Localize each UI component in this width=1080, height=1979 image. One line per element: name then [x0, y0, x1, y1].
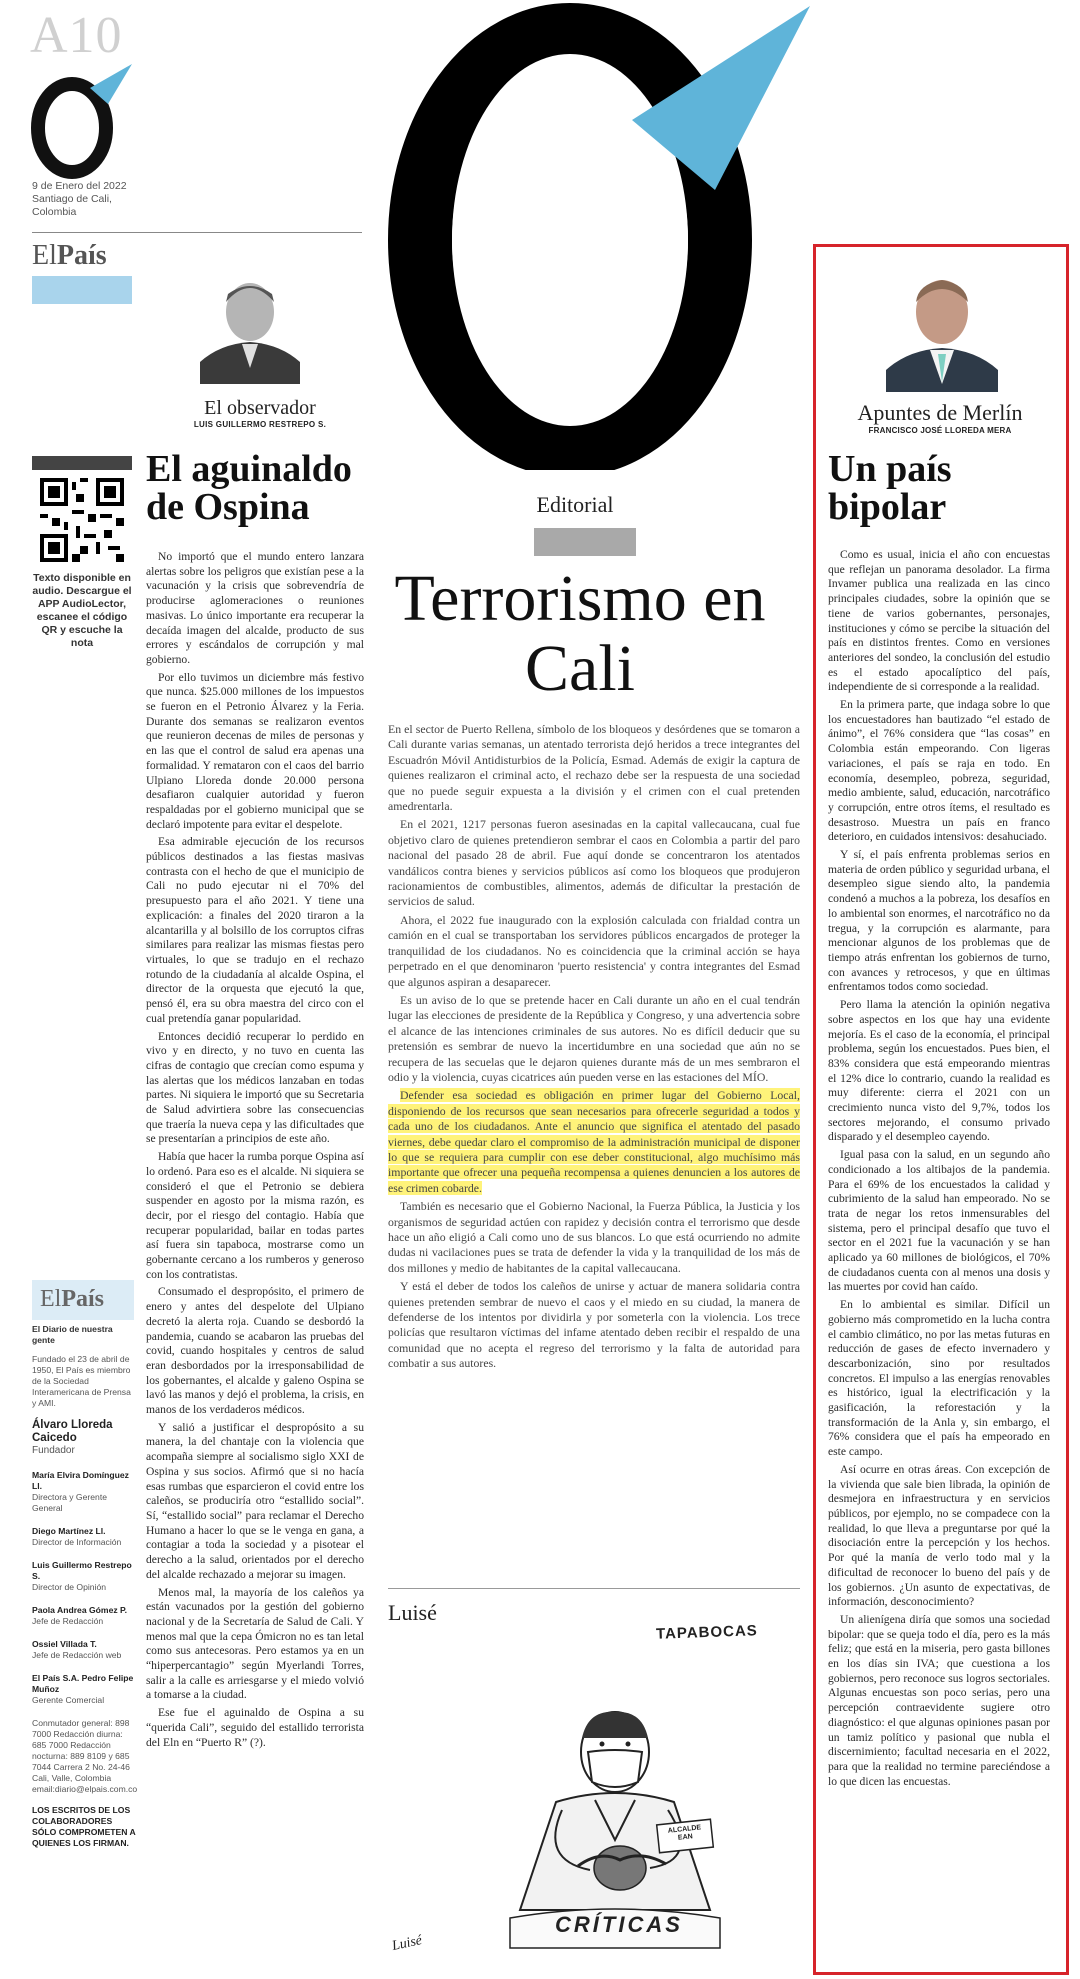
staff-logo-pais: País	[61, 1286, 104, 1312]
page-number: A10	[30, 7, 123, 64]
o-accent-logo-large	[370, 0, 820, 470]
elpais-logo-pais: País	[56, 240, 107, 271]
paragraph: Y salió a justificar el despropósito a su manera, la del chantaje con la violencia que acompaña siempre al socialismo siglo XXI de Ospina y sus socios. Afirmó que si no hacía esas rumbas que esparcieron el covid entre los caleños, se produciría otro “estallido social”. Sí, “estallido social” para reclamar el Derecho Humano a hacer lo que se le venga en gana, a contagiar a toda la sociedad y a pisotear el derecho a la salud, orientados por el derecho del alcalde rechazado a mejorar su imagen.	[146, 1420, 364, 1581]
paragraph: Así ocurre en otras áreas. Con excepción de la vivienda que sale bien librada, la opinión de desmejora en infraestructura y en servicios públicos, por ejemplo, no se compadece con la realidad, lo que lleva a preguntarse por qué la disociación entre la percepción y los hechos. Por qué la manía de verlo todo mal y la dificultad de reconocer lo bueno del país y de los gobiernos. ¿Un asunto de expectativas, de información, desconocimiento?	[828, 1462, 1050, 1609]
headline-terrorismo: Terrorismo en Cali	[394, 562, 766, 705]
contact-info: Conmutador general: 898 7000 Redacción diurna: 685 7000 Redacción nocturna: 889 8109 y 685 7044 Carrera 2 No. 24-46 Cali, Valle, Colombia email:diario@elpais.com.co	[32, 1718, 138, 1794]
staff-name: Paola Andrea Gómez P.	[32, 1605, 128, 1615]
staff-logo-el: El	[40, 1286, 62, 1312]
paragraph: Un alienígena diría que somos una sociedad bipolar: que se queja todo el día, pero es la más feliz; que está en la miseria, pero gasta billones en los días sin IVA; que cuestiona a los gobiernos, pero reconoce sus logros sectoriales. Algunas encuestas son poco serias, pero una percepción contraevidente sugiere otro diagnóstico: el que algunas opiniones pasan por un tamiz político y pasional que nubla el discernimiento; facultad necesaria en el 2022, para que la realidad no termine pareciéndose a lo que dicen las encuestas.	[828, 1612, 1050, 1788]
founder-role: Fundador	[32, 1445, 75, 1456]
paragraph: También es necesario que el Gobierno Nacional, la Fuerza Pública, la Justicia y los organismos de seguridad actúen con rapidez y decisión contra el terrorismo que desde hace un año eligió a Cali como uno de sus blancos. Lo que está ocurriendo no admite dudas ni vacilaciones pues se trata de defender la vida y la tranquilidad de los más de dos millones y medio de habitantes de la capital vallecaucana.	[388, 1199, 800, 1275]
author-name-restrepo: LUIS GUILLERMO RESTREPO S.	[193, 420, 327, 429]
paragraph: Ahora, el 2022 fue inaugurado con la explosión calculada con frialdad contra un camión en el cual se transportaban los servidores públicos encargados de proteger la tranquilidad de los ciudadanos. No es coincidencia que la criminal acción se haya perpetrado en el que denominaron 'puerto resistencia' y contra integrantes del Esmad que algunos aspiran a desaparecer.	[388, 912, 800, 989]
staff-logo	[40, 1286, 104, 1313]
o-accent-logo-small	[28, 60, 138, 180]
disclaimer: LOS ESCRITOS DE LOS COLABORADORES SÓLO COMPROMETEN A QUIENES LOS FIRMAN.	[32, 1805, 136, 1848]
staff-name: El País S.A. Pedro Felipe Muñoz	[32, 1673, 134, 1694]
elpais-logo-el: El	[32, 240, 57, 271]
article-body-aguinaldo	[146, 550, 364, 1965]
staff-name: Luis Guillermo Restrepo S.	[32, 1560, 132, 1581]
paragraph: Igual pasa con la salud, en un segundo año condicionado a los altibajos de la pandemia. Para el 69% de los encuestados la calidad y cubrimiento de la salud han empeorado. No se trata de negar los retos inmensurables del sistema, pero el principal desafío que tuvo el sector en el 2021 fue la vacunación y se han aplicado ya 60 millones de biológicos, el 70% de ciudadanos cuenta con al menos una dosis y las muertes por covid han caído.	[828, 1148, 1050, 1294]
qr-code-icon[interactable]	[40, 478, 124, 562]
staff-role: Jefe de Redacción web	[32, 1650, 122, 1660]
highlight: Defender esa sociedad es obligación en primer lugar del Gobierno Local, disponiendo de los recursos que sean necesarios para ofrecerle seguridad a todos y cada uno de los ciudadanos. Ante el anuncio que significa el atentado del pasado viernes, debe quedar claro el compromiso de la administración municipal de disponer lo que se requiera para cumplir con ese deber constitucional, algo muchísimo más importante que ofrecer una pequeña recompensa a quienes denuncien a los autores de ese crimen cobarde.	[388, 1088, 800, 1195]
cartoon-bottom-label: CRÍTICAS	[555, 1912, 683, 1937]
paragraph: En la primera parte, que indaga sobre lo que los encuestadores han bautizado “el estado de ánimo”, el 76% considera que “las cosas” en Colombia están empeorando. Con ligeras variaciones, el país se raja en todo. En economía, desempleo, pobreza, seguridad, medio ambiente, salud, educación, narcotráfico y corrupción, entre otros ítems, el resultado es desastroso. Muestra un país en franco deterioro, en cuidados intensivos: desahuciado.	[828, 698, 1050, 844]
cartoon-sign-label: ALCALDE EAN	[667, 1824, 702, 1842]
paragraph: En lo ambiental es similar. Difícil un gobierno más comprometido en la lucha contra el cambio climático, no por las metas futuras en reducción de gases de efecto invernadero y descarbonización, sino por resultados concretos. El impulso a las energías renovables es histórico, igual la electrificación y la gasificación, la reforestación y la transformación de la Anla y, sin embargo, el 76% considera que el país ha empeorado en este campo.	[828, 1298, 1050, 1459]
cartoon-drawing	[470, 1690, 760, 1950]
paragraph: Como es usual, inicia el año con encuestas que reflejan un panorama desolador. La firma Invamer publica una realizada en las cinco principales ciudades, sobre la opinión que se tiene de varios gobernantes, personajes, instituciones y cómo se percibe la situación del país en distintos frentes. Como en versiones anteriores del sondeo, la conclusión del estudio es el estado apocalíptico del país, independiente de si corresponde a la realidad.	[828, 548, 1050, 694]
section-name-apuntes: Apuntes de Merlín	[857, 400, 1023, 425]
cartoon-title: TAPABOCAS	[655, 1622, 759, 1643]
staff-name: Diego Martínez Ll.	[32, 1526, 106, 1536]
staff-details	[32, 1324, 136, 1849]
cartoon-signature: Luisé	[390, 1933, 424, 1955]
staff-role: Director de Opinión	[32, 1582, 107, 1592]
paragraph: Menos mal, la mayoría de los caleños ya están vacunados por la gestión del gobierno nacional y de la Secretaría de Salud de Cali. Y menos mal que la cepa Ómicron no es tan letal como sus antecesoras. Pero estamos ya en un “hiperpercantagio” según Myerlandi Torres, salir a la calle es arriesgarse y el miedo volvió a tomarse a la ciudad.	[146, 1585, 364, 1702]
author-photo-lloreda	[886, 262, 998, 392]
staff-role: Directora y Gerente General	[32, 1492, 107, 1513]
section-name-el-observador: El observador	[204, 397, 316, 419]
paragraph: No importó que el mundo entero lanzara alertas sobre los peligros que existían pese a la vacunación y la crisis que sobrevendría de producirse aglomeraciones o reuniones masivas. Lo único importante era recuperar la decaída imagen del alcalde, producto de sus errores y escándalos de corrupción y mal gobierno.	[146, 550, 364, 666]
staff-role: Director de Información	[32, 1537, 122, 1547]
paragraph: Ese fue el aguinaldo de Ospina a su “querida Cali”, seguido del estallido terrorista del Eln en “Puerto R” (?).	[146, 1706, 364, 1749]
paragraph: En el 2021, 1217 personas fueron asesinadas en la capital vallecaucana, cual fue objetivo claro de quienes pretendieron sembrar el caos en Colombia a partir del paro nacional del pasado 28 de abril. Fue aquí donde se concentraron los atentados vandálicos contra bienes y servicios públicos así como los bloqueos que produjeron racionamientos de combustibles, alimentos, además de dificultar la prestación de servicios de salud.	[388, 817, 800, 909]
author-name-lloreda: FRANCISCO JOSÉ LLOREDA MERA	[868, 426, 1012, 435]
cartoon-divider	[388, 1588, 800, 1589]
date-line: 9 de Enero del 2022 Santiago de Cali, Colombia	[32, 180, 127, 218]
staff-role: Gerente Comercial	[32, 1695, 105, 1705]
paragraph: Y sí, el país enfrenta problemas serios en materia de orden público y seguridad urbana, el desempleo sigue siendo alto, la pandemia condenó a muchos a la pobreza, los desafíos en lo ambiental son enormes, el narcotráfico no da tregua, y la corrupción es alarmante, para mencionar algunos de los problemas que de tiempo atrás enfrentan los gobiernos de turno, con avances y retrocesos, y que en últimas enfrentamos todos como sociedad.	[828, 848, 1050, 994]
headline-un-pais-bipolar: Un país bipolar	[828, 448, 952, 528]
headline-el-aguinaldo: El aguinaldo de Ospina	[146, 448, 352, 528]
paragraph: Había que hacer la rumba porque Ospina así lo ordenó. Para eso es el alcalde. Ni siquiera se consideró el que el Petronio se debiera suspender en agosto por la misma razón, es decir, por el riesgo del contagio. Había que recuperar popularidad, bailar en todas partes así fuera sin tapaboca, mostrarse como un gobernante cercano a los rumberos y generoso con los contratistas.	[146, 1150, 364, 1281]
elpais-logo-bar	[32, 276, 132, 304]
editorial-label-bar	[534, 528, 636, 556]
paragraph: Pero llama la atención la opinión negativa sobre aspectos en los que hay una evidente mejoría. Es el caso de la economía, el principal problema, según los encuestados. Pues bien, el 83% considera que está empeorando mientras el 12% dice lo contrario, cuando la realidad es muy diferente: cierra el 2021 con un crecimiento nunca visto del 9,7%, todos los sectores mejorando, el consumo privado disparado y el desempleo cayendo.	[828, 998, 1050, 1144]
article-body-editorial	[388, 722, 800, 1552]
elpais-logo	[32, 240, 107, 272]
paragraph: En el sector de Puerto Rellena, símbolo de los bloqueos y desórdenes que se tomaron a Cali durante varias semanas, un atentado terrorista dejó heridos a trece integrantes del Escuadrón Móvil Antidisturbios de la Policía, Esmad. Además de exigir la captura de quienes realizaron el criminal acto, el rechazo debe ser la respuesta de una sociedad que no puede seguir expuesta a la división y el crimen con el cual pretenden amedrentarla.	[388, 722, 800, 814]
staff-name: María Elvira Domínguez Ll.	[32, 1470, 129, 1491]
cartoonist-name: Luisé	[388, 1600, 437, 1625]
paragraph-highlighted	[388, 1088, 800, 1196]
founded-note: Fundado el 23 de abril de 1950, El País es miembro de la Sociedad Interamericana de Prensa y AMI.	[32, 1354, 131, 1408]
paragraph: Entonces decidió recuperar lo perdido en vivo y en directo, y no tuvo en cuenta las cifras de contagio que crecían como espuma y las alertas que los médicos lanzaban en todas partes. Ni siquiera le importó que su Secretaria de Salud advirtiera sobre las consecuencias que traería la nueva cepa y las dificultades que se presentarían a principios de este año.	[146, 1029, 364, 1146]
masthead-divider	[32, 232, 362, 233]
qr-caption: Texto disponible en audio. Descargue el APP AudioLector, escanee el código QR y escuche la nota	[32, 572, 132, 649]
paragraph: Por ello tuvimos un diciembre más festivo que nunca. $25.000 millones de los impuestos se fueron en el Petronio Álvarez y la Feria. Durante dos semanas se realizaron eventos que reunieron decenas de miles de personas y en las que el control de salud era apenas una formalidad. Y remataron con el caos del barrio Ulpiano Lloreda donde 20.000 persona desafiaron cualquier autoridad y fueron respaldadas por el gobierno municipal que se declaró impotente para evitar el despelote.	[146, 670, 364, 831]
founder-name: Álvaro Lloreda Caicedo	[32, 1419, 113, 1444]
paragraph: Esa admirable ejecución de los recursos públicos destinados a las fiestas masivas contrasta con el hecho de que el municipio de Cali no pudo ejecutar ni el 70% del presupuesto para el año 2021. Y tiene una explicación: a finales del 2020 tiraron a la alcantarilla y al bolsillo de los corruptos cifras similares para realizar las mismas fiestas pero virtuales, lo que se tradujo en el rechazo rotundo de la ciudadanía al alcalde Ospina, el director de la orquesta que ejecutó la que, pensó él, era su obra maestra del circo con el cual pretendía ganar popularidad.	[146, 835, 364, 1025]
editorial-label: Editorial	[536, 492, 614, 517]
article-body-bipolar	[828, 548, 1050, 1958]
tagline: El Diario de nuestra gente	[32, 1324, 113, 1345]
staff-name: Ossiel Villada T.	[32, 1639, 97, 1649]
qr-top-bar	[32, 456, 132, 470]
paragraph: Consumado el despropósito, el primero de enero y antes del despelote del Ulpiano decretó la alerta roja. Cuando se desbordó la pandemia, cuando se acabaron las pruebas del covid, cuando hospitales y centros de salud eran desbordados por la irresponsabilidad de los gobernantes, el alcalde y galeno Ospina se lavó las manos y dejó el problema, la crisis, en manos de los verdaderos médicos.	[146, 1285, 364, 1417]
author-photo-restrepo	[200, 272, 300, 384]
staff-role: Jefe de Redacción	[32, 1616, 104, 1626]
paragraph: Es un aviso de lo que se pretende hacer en Cali durante un año en el cual tendrán lugar las elecciones de presidente de la República y Congreso, y una advertencia sobre el alcance de las intenciones criminales de sus autores. No es difícil deducir que su pretensión es sembrar de nuevo la incertidumbre en una sociedad que aún no se recupera de las secuelas que le dejaron quienes durante más de un mes sembraron el odio y la violencia, cuyas cicatrices aún pueden verse en las estaciones del MÍO.	[388, 992, 800, 1084]
paragraph: Y está el deber de todos los caleños de unirse y actuar de manera solidaria contra quienes pretenden sembrar de nuevo el caos y el miedo en su ciudad, la manera de defenderse de los intentos por dividirla y por someterla con la violencia. Los trece policías que resultaron víctimas del infame atentado deben recibir el respaldo de una comunidad que no acepta el regreso del terrorismo y la falta de autoridad para combatir a sus autores.	[388, 1279, 800, 1371]
